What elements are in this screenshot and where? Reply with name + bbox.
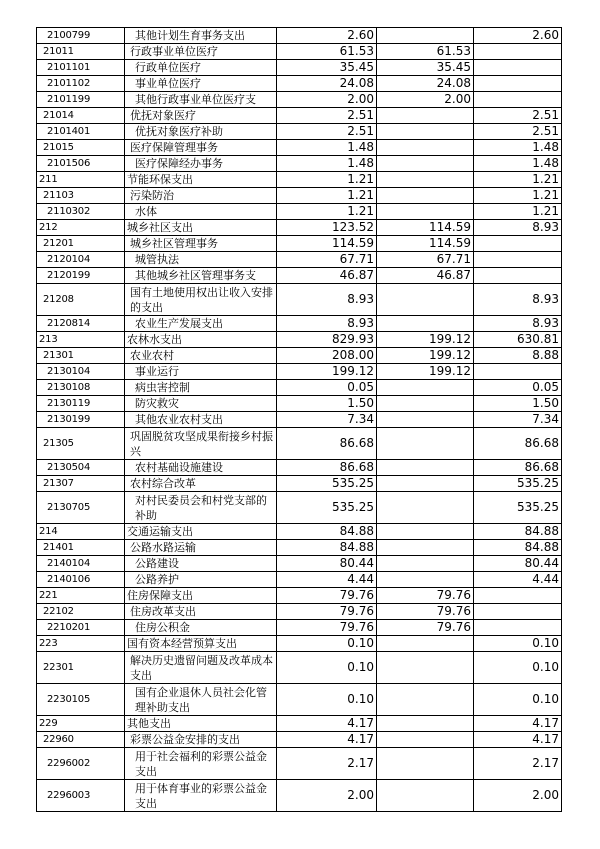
basic-amount-cell: 35.45 (377, 60, 474, 76)
basic-amount-cell (377, 572, 474, 588)
subject-name-cell: 医疗保障经办事务 (125, 156, 277, 172)
table-row (37, 732, 562, 748)
subject-name-cell: 交通运输支出 (125, 524, 277, 540)
subject-code-cell: 2140104 (37, 556, 125, 572)
subject-code-cell: 2130504 (37, 460, 125, 476)
basic-amount-cell: 67.71 (377, 252, 474, 268)
table-row (37, 92, 562, 108)
table-row (37, 524, 562, 540)
subject-name-cell: 行政单位医疗 (125, 60, 277, 76)
basic-amount-cell (377, 172, 474, 188)
project-amount-cell: 2.00 (474, 780, 562, 812)
subject-name-cell: 防灾救灾 (125, 396, 277, 412)
table-row (37, 28, 562, 44)
total-amount-cell: 80.44 (277, 556, 377, 572)
table-row (37, 396, 562, 412)
project-amount-cell (474, 604, 562, 620)
subject-code-cell: 21305 (37, 428, 125, 460)
table-row (37, 748, 562, 780)
basic-amount-cell (377, 204, 474, 220)
total-amount-cell: 61.53 (277, 44, 377, 60)
subject-code-cell: 2101401 (37, 124, 125, 140)
table-row (37, 380, 562, 396)
basic-amount-cell (377, 492, 474, 524)
basic-amount-cell (377, 428, 474, 460)
table-row (37, 284, 562, 316)
project-amount-cell (474, 252, 562, 268)
subject-name-cell: 农林水支出 (125, 332, 277, 348)
basic-amount-cell: 114.59 (377, 236, 474, 252)
total-amount-cell: 1.48 (277, 156, 377, 172)
subject-name-cell: 其他计划生育事务支出 (125, 28, 277, 44)
project-amount-cell: 2.60 (474, 28, 562, 44)
basic-amount-cell (377, 748, 474, 780)
total-amount-cell: 208.00 (277, 348, 377, 364)
project-amount-cell (474, 92, 562, 108)
project-amount-cell: 1.48 (474, 140, 562, 156)
subject-name-cell: 彩票公益金安排的支出 (125, 732, 277, 748)
basic-amount-cell (377, 28, 474, 44)
basic-amount-cell (377, 732, 474, 748)
subject-name-cell: 事业单位医疗 (125, 76, 277, 92)
project-amount-cell: 8.93 (474, 284, 562, 316)
subject-code-cell: 2296003 (37, 780, 125, 812)
subject-name-cell: 病虫害控制 (125, 380, 277, 396)
project-amount-cell (474, 236, 562, 252)
table-row (37, 716, 562, 732)
basic-amount-cell (377, 140, 474, 156)
total-amount-cell: 199.12 (277, 364, 377, 380)
basic-amount-cell (377, 524, 474, 540)
subject-name-cell: 国有企业退休人员社会化管理补助支出 (125, 684, 277, 716)
subject-name-cell: 公路建设 (125, 556, 277, 572)
subject-code-cell: 2230105 (37, 684, 125, 716)
basic-amount-cell (377, 716, 474, 732)
budget-table-body (37, 28, 562, 812)
total-amount-cell: 1.21 (277, 204, 377, 220)
project-amount-cell: 630.81 (474, 332, 562, 348)
project-amount-cell (474, 268, 562, 284)
subject-name-cell: 用于体育事业的彩票公益金支出 (125, 780, 277, 812)
basic-amount-cell (377, 652, 474, 684)
table-row (37, 172, 562, 188)
project-amount-cell (474, 588, 562, 604)
project-amount-cell: 7.34 (474, 412, 562, 428)
total-amount-cell: 84.88 (277, 524, 377, 540)
project-amount-cell: 1.48 (474, 156, 562, 172)
table-row (37, 332, 562, 348)
subject-code-cell: 21201 (37, 236, 125, 252)
table-row (37, 476, 562, 492)
subject-code-cell: 21401 (37, 540, 125, 556)
subject-code-cell: 21011 (37, 44, 125, 60)
table-row (37, 316, 562, 332)
subject-code-cell: 2130119 (37, 396, 125, 412)
project-amount-cell: 1.50 (474, 396, 562, 412)
project-amount-cell: 0.10 (474, 636, 562, 652)
project-amount-cell: 1.21 (474, 172, 562, 188)
subject-name-cell: 公路水路运输 (125, 540, 277, 556)
subject-name-cell: 公路养护 (125, 572, 277, 588)
subject-code-cell: 2101101 (37, 60, 125, 76)
total-amount-cell: 8.93 (277, 284, 377, 316)
total-amount-cell: 84.88 (277, 540, 377, 556)
project-amount-cell: 84.88 (474, 524, 562, 540)
total-amount-cell: 829.93 (277, 332, 377, 348)
basic-amount-cell: 199.12 (377, 332, 474, 348)
table-row (37, 604, 562, 620)
basic-amount-cell (377, 412, 474, 428)
total-amount-cell: 4.17 (277, 732, 377, 748)
subject-name-cell: 对村民委员会和村党支部的补助 (125, 492, 277, 524)
budget-table (36, 27, 562, 812)
subject-code-cell: 2296002 (37, 748, 125, 780)
total-amount-cell: 1.48 (277, 140, 377, 156)
basic-amount-cell: 79.76 (377, 604, 474, 620)
basic-amount-cell (377, 636, 474, 652)
total-amount-cell: 0.10 (277, 636, 377, 652)
project-amount-cell: 0.05 (474, 380, 562, 396)
subject-name-cell: 优抚对象医疗补助 (125, 124, 277, 140)
total-amount-cell: 123.52 (277, 220, 377, 236)
total-amount-cell: 535.25 (277, 476, 377, 492)
project-amount-cell: 84.88 (474, 540, 562, 556)
subject-code-cell: 2101199 (37, 92, 125, 108)
subject-name-cell: 事业运行 (125, 364, 277, 380)
basic-amount-cell: 79.76 (377, 588, 474, 604)
table-row (37, 460, 562, 476)
project-amount-cell: 2.51 (474, 124, 562, 140)
total-amount-cell: 8.93 (277, 316, 377, 332)
basic-amount-cell (377, 316, 474, 332)
subject-code-cell: 21015 (37, 140, 125, 156)
subject-name-cell: 农业农村 (125, 348, 277, 364)
total-amount-cell: 1.50 (277, 396, 377, 412)
table-row (37, 588, 562, 604)
project-amount-cell: 8.93 (474, 220, 562, 236)
basic-amount-cell: 79.76 (377, 620, 474, 636)
total-amount-cell: 4.17 (277, 716, 377, 732)
total-amount-cell: 2.00 (277, 92, 377, 108)
table-row (37, 140, 562, 156)
subject-code-cell: 2130705 (37, 492, 125, 524)
table-row (37, 492, 562, 524)
subject-code-cell: 211 (37, 172, 125, 188)
project-amount-cell: 8.88 (474, 348, 562, 364)
total-amount-cell: 0.10 (277, 652, 377, 684)
subject-code-cell: 2100799 (37, 28, 125, 44)
table-row (37, 124, 562, 140)
table-row (37, 780, 562, 812)
table-row (37, 204, 562, 220)
subject-name-cell: 用于社会福利的彩票公益金支出 (125, 748, 277, 780)
project-amount-cell: 2.51 (474, 108, 562, 124)
subject-name-cell: 优抚对象医疗 (125, 108, 277, 124)
subject-code-cell: 2101102 (37, 76, 125, 92)
total-amount-cell: 2.60 (277, 28, 377, 44)
subject-name-cell: 住房公积金 (125, 620, 277, 636)
table-row (37, 60, 562, 76)
subject-name-cell: 住房改革支出 (125, 604, 277, 620)
total-amount-cell: 4.44 (277, 572, 377, 588)
subject-code-cell: 2120199 (37, 268, 125, 284)
project-amount-cell: 86.68 (474, 428, 562, 460)
subject-name-cell: 国有资本经营预算支出 (125, 636, 277, 652)
total-amount-cell: 7.34 (277, 412, 377, 428)
subject-code-cell: 2130108 (37, 380, 125, 396)
total-amount-cell: 0.10 (277, 684, 377, 716)
table-row (37, 412, 562, 428)
basic-amount-cell: 24.08 (377, 76, 474, 92)
total-amount-cell: 35.45 (277, 60, 377, 76)
total-amount-cell: 2.51 (277, 108, 377, 124)
basic-amount-cell (377, 396, 474, 412)
basic-amount-cell (377, 684, 474, 716)
basic-amount-cell (377, 476, 474, 492)
subject-name-cell: 节能环保支出 (125, 172, 277, 188)
total-amount-cell: 2.51 (277, 124, 377, 140)
total-amount-cell: 1.21 (277, 188, 377, 204)
total-amount-cell: 67.71 (277, 252, 377, 268)
basic-amount-cell (377, 188, 474, 204)
subject-name-cell: 其他行政事业单位医疗支 (125, 92, 277, 108)
basic-amount-cell (377, 284, 474, 316)
project-amount-cell: 0.10 (474, 652, 562, 684)
project-amount-cell (474, 620, 562, 636)
basic-amount-cell: 61.53 (377, 44, 474, 60)
subject-code-cell: 21208 (37, 284, 125, 316)
basic-amount-cell (377, 460, 474, 476)
basic-amount-cell: 46.87 (377, 268, 474, 284)
subject-name-cell: 城乡社区支出 (125, 220, 277, 236)
subject-code-cell: 21014 (37, 108, 125, 124)
project-amount-cell (474, 60, 562, 76)
subject-code-cell: 2120814 (37, 316, 125, 332)
table-row (37, 652, 562, 684)
project-amount-cell: 80.44 (474, 556, 562, 572)
subject-code-cell: 214 (37, 524, 125, 540)
total-amount-cell: 79.76 (277, 588, 377, 604)
project-amount-cell: 4.44 (474, 572, 562, 588)
total-amount-cell: 114.59 (277, 236, 377, 252)
subject-code-cell: 213 (37, 332, 125, 348)
subject-code-cell: 2101506 (37, 156, 125, 172)
subject-name-cell: 巩固脱贫攻坚成果衔接乡村振兴 (125, 428, 277, 460)
basic-amount-cell: 199.12 (377, 364, 474, 380)
subject-name-cell: 其他支出 (125, 716, 277, 732)
subject-name-cell: 污染防治 (125, 188, 277, 204)
subject-code-cell: 21301 (37, 348, 125, 364)
project-amount-cell: 4.17 (474, 732, 562, 748)
subject-code-cell: 223 (37, 636, 125, 652)
project-amount-cell (474, 76, 562, 92)
project-amount-cell: 1.21 (474, 188, 562, 204)
subject-name-cell: 解决历史遗留问题及改革成本支出 (125, 652, 277, 684)
project-amount-cell: 2.17 (474, 748, 562, 780)
subject-name-cell: 农村综合改革 (125, 476, 277, 492)
basic-amount-cell (377, 124, 474, 140)
subject-name-cell: 行政事业单位医疗 (125, 44, 277, 60)
project-amount-cell (474, 364, 562, 380)
subject-code-cell: 22102 (37, 604, 125, 620)
total-amount-cell: 86.68 (277, 460, 377, 476)
project-amount-cell: 535.25 (474, 492, 562, 524)
subject-code-cell: 2140106 (37, 572, 125, 588)
basic-amount-cell (377, 780, 474, 812)
subject-code-cell: 2130199 (37, 412, 125, 428)
subject-code-cell: 21307 (37, 476, 125, 492)
table-row (37, 556, 562, 572)
subject-name-cell: 国有土地使用权出让收入安排的支出 (125, 284, 277, 316)
table-row (37, 108, 562, 124)
subject-code-cell: 2130104 (37, 364, 125, 380)
basic-amount-cell: 114.59 (377, 220, 474, 236)
subject-name-cell: 医疗保障管理事务 (125, 140, 277, 156)
subject-name-cell: 农村基础设施建设 (125, 460, 277, 476)
basic-amount-cell (377, 108, 474, 124)
table-row (37, 364, 562, 380)
project-amount-cell: 535.25 (474, 476, 562, 492)
subject-code-cell: 221 (37, 588, 125, 604)
table-row (37, 620, 562, 636)
basic-amount-cell (377, 380, 474, 396)
table-row (37, 268, 562, 284)
subject-name-cell: 农业生产发展支出 (125, 316, 277, 332)
subject-code-cell: 2110302 (37, 204, 125, 220)
table-row (37, 428, 562, 460)
table-row (37, 348, 562, 364)
subject-name-cell: 其他农业农村支出 (125, 412, 277, 428)
subject-name-cell: 水体 (125, 204, 277, 220)
table-row (37, 540, 562, 556)
total-amount-cell: 2.17 (277, 748, 377, 780)
basic-amount-cell (377, 156, 474, 172)
table-row (37, 156, 562, 172)
project-amount-cell: 0.10 (474, 684, 562, 716)
total-amount-cell: 2.00 (277, 780, 377, 812)
project-amount-cell: 86.68 (474, 460, 562, 476)
total-amount-cell: 535.25 (277, 492, 377, 524)
project-amount-cell: 1.21 (474, 204, 562, 220)
total-amount-cell: 1.21 (277, 172, 377, 188)
table-row (37, 572, 562, 588)
table-row (37, 636, 562, 652)
subject-code-cell: 22301 (37, 652, 125, 684)
subject-code-cell: 2120104 (37, 252, 125, 268)
project-amount-cell: 4.17 (474, 716, 562, 732)
total-amount-cell: 24.08 (277, 76, 377, 92)
subject-code-cell: 22960 (37, 732, 125, 748)
basic-amount-cell: 199.12 (377, 348, 474, 364)
project-amount-cell (474, 44, 562, 60)
table-row (37, 76, 562, 92)
subject-name-cell: 其他城乡社区管理事务支 (125, 268, 277, 284)
basic-amount-cell (377, 540, 474, 556)
total-amount-cell: 79.76 (277, 620, 377, 636)
subject-name-cell: 住房保障支出 (125, 588, 277, 604)
table-row (37, 220, 562, 236)
subject-name-cell: 城管执法 (125, 252, 277, 268)
total-amount-cell: 46.87 (277, 268, 377, 284)
table-row (37, 236, 562, 252)
table-row (37, 44, 562, 60)
project-amount-cell: 8.93 (474, 316, 562, 332)
table-row (37, 252, 562, 268)
total-amount-cell: 0.05 (277, 380, 377, 396)
basic-amount-cell: 2.00 (377, 92, 474, 108)
subject-code-cell: 2210201 (37, 620, 125, 636)
subject-code-cell: 21103 (37, 188, 125, 204)
subject-code-cell: 229 (37, 716, 125, 732)
table-row (37, 188, 562, 204)
total-amount-cell: 79.76 (277, 604, 377, 620)
subject-name-cell: 城乡社区管理事务 (125, 236, 277, 252)
table-row (37, 684, 562, 716)
subject-code-cell: 212 (37, 220, 125, 236)
total-amount-cell: 86.68 (277, 428, 377, 460)
basic-amount-cell (377, 556, 474, 572)
